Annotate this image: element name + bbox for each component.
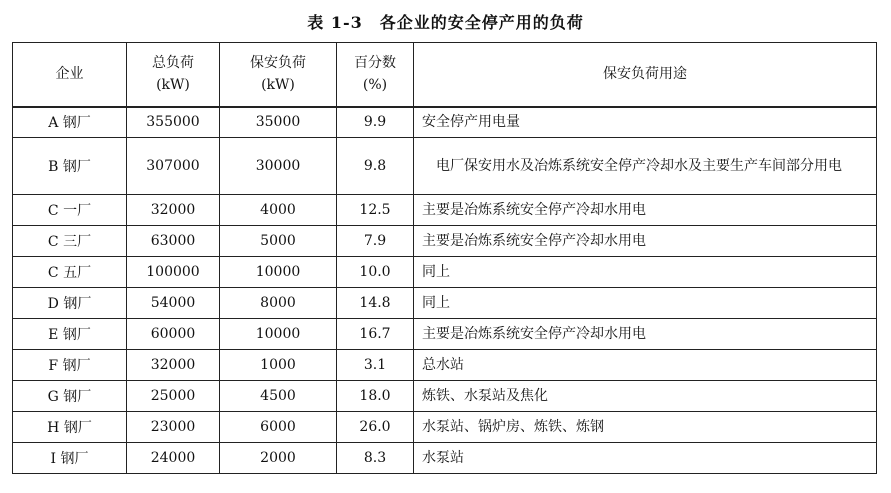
cell-percent: 3.1 bbox=[337, 350, 414, 381]
cell-enterprise: G 钢厂 bbox=[13, 381, 127, 412]
cell-percent: 7.9 bbox=[337, 226, 414, 257]
table-row bbox=[13, 138, 877, 195]
cell-enterprise: B 钢厂 bbox=[13, 138, 127, 195]
table-header-row bbox=[13, 43, 877, 107]
cell-security-load: 30000 bbox=[220, 138, 337, 195]
cell-purpose: 水泵站 bbox=[414, 443, 877, 474]
cell-percent: 10.0 bbox=[337, 257, 414, 288]
header-percent bbox=[337, 43, 414, 107]
security-load-table bbox=[12, 42, 877, 474]
cell-total-load: 32000 bbox=[127, 350, 220, 381]
header-enterprise-label: 企业 bbox=[55, 66, 84, 83]
header-total-load bbox=[127, 43, 220, 107]
table-row bbox=[13, 381, 877, 412]
table-row bbox=[13, 107, 877, 138]
cell-enterprise: H 钢厂 bbox=[13, 412, 127, 443]
cell-purpose: 总水站 bbox=[414, 350, 877, 381]
table-row bbox=[13, 443, 877, 474]
cell-percent: 14.8 bbox=[337, 288, 414, 319]
cell-security-load: 2000 bbox=[220, 443, 337, 474]
cell-total-load: 100000 bbox=[127, 257, 220, 288]
header-security-load-unit: (kW) bbox=[261, 77, 295, 94]
cell-enterprise: D 钢厂 bbox=[13, 288, 127, 319]
header-enterprise bbox=[13, 43, 127, 107]
table-row bbox=[13, 288, 877, 319]
table-row bbox=[13, 195, 877, 226]
cell-total-load: 307000 bbox=[127, 138, 220, 195]
cell-purpose: 主要是冶炼系统安全停产冷却水用电 bbox=[414, 195, 877, 226]
table-row bbox=[13, 226, 877, 257]
cell-enterprise: F 钢厂 bbox=[13, 350, 127, 381]
cell-total-load: 23000 bbox=[127, 412, 220, 443]
cell-purpose: 同上 bbox=[414, 257, 877, 288]
header-security-load-label: 保安负荷 bbox=[250, 55, 306, 72]
table-caption: 表 1-3 各企业的安全停产用的负荷 bbox=[307, 13, 584, 32]
table-row bbox=[13, 350, 877, 381]
cell-security-load: 8000 bbox=[220, 288, 337, 319]
header-security-load bbox=[220, 43, 337, 107]
cell-total-load: 25000 bbox=[127, 381, 220, 412]
cell-security-load: 10000 bbox=[220, 257, 337, 288]
cell-purpose: 安全停产用电量 bbox=[414, 107, 877, 138]
cell-total-load: 24000 bbox=[127, 443, 220, 474]
cell-percent: 16.7 bbox=[337, 319, 414, 350]
cell-purpose: 主要是冶炼系统安全停产冷却水用电 bbox=[414, 319, 877, 350]
table-row bbox=[13, 257, 877, 288]
cell-security-load: 10000 bbox=[220, 319, 337, 350]
cell-enterprise: C 三厂 bbox=[13, 226, 127, 257]
cell-enterprise: C 一厂 bbox=[13, 195, 127, 226]
cell-enterprise: A 钢厂 bbox=[13, 107, 127, 138]
header-total-load-label: 总负荷 bbox=[152, 55, 194, 72]
cell-security-load: 35000 bbox=[220, 107, 337, 138]
cell-percent: 9.9 bbox=[337, 107, 414, 138]
header-percent-unit: (%) bbox=[362, 77, 388, 94]
cell-total-load: 63000 bbox=[127, 226, 220, 257]
cell-security-load: 4000 bbox=[220, 195, 337, 226]
header-purpose bbox=[414, 43, 877, 107]
cell-purpose: 电厂保安用水及冶炼系统安全停产冷却水及主要生产车间部分用电 bbox=[414, 138, 877, 195]
cell-security-load: 1000 bbox=[220, 350, 337, 381]
cell-purpose: 水泵站、锅炉房、炼铁、炼钢 bbox=[414, 412, 877, 443]
cell-enterprise: I 钢厂 bbox=[13, 443, 127, 474]
cell-total-load: 60000 bbox=[127, 319, 220, 350]
cell-purpose: 同上 bbox=[414, 288, 877, 319]
cell-total-load: 54000 bbox=[127, 288, 220, 319]
cell-enterprise: E 钢厂 bbox=[13, 319, 127, 350]
cell-enterprise: C 五厂 bbox=[13, 257, 127, 288]
cell-purpose: 炼铁、水泵站及焦化 bbox=[414, 381, 877, 412]
cell-security-load: 5000 bbox=[220, 226, 337, 257]
cell-security-load: 6000 bbox=[220, 412, 337, 443]
header-purpose-label: 保安负荷用途 bbox=[603, 66, 687, 83]
header-percent-label: 百分数 bbox=[354, 55, 396, 72]
cell-security-load: 4500 bbox=[220, 381, 337, 412]
cell-total-load: 355000 bbox=[127, 107, 220, 138]
cell-total-load: 32000 bbox=[127, 195, 220, 226]
cell-percent: 8.3 bbox=[337, 443, 414, 474]
cell-percent: 26.0 bbox=[337, 412, 414, 443]
cell-percent: 9.8 bbox=[337, 138, 414, 195]
cell-purpose: 主要是冶炼系统安全停产冷却水用电 bbox=[414, 226, 877, 257]
table-row bbox=[13, 319, 877, 350]
cell-percent: 18.0 bbox=[337, 381, 414, 412]
cell-percent: 12.5 bbox=[337, 195, 414, 226]
table-row bbox=[13, 412, 877, 443]
header-total-load-unit: (kW) bbox=[156, 77, 190, 94]
